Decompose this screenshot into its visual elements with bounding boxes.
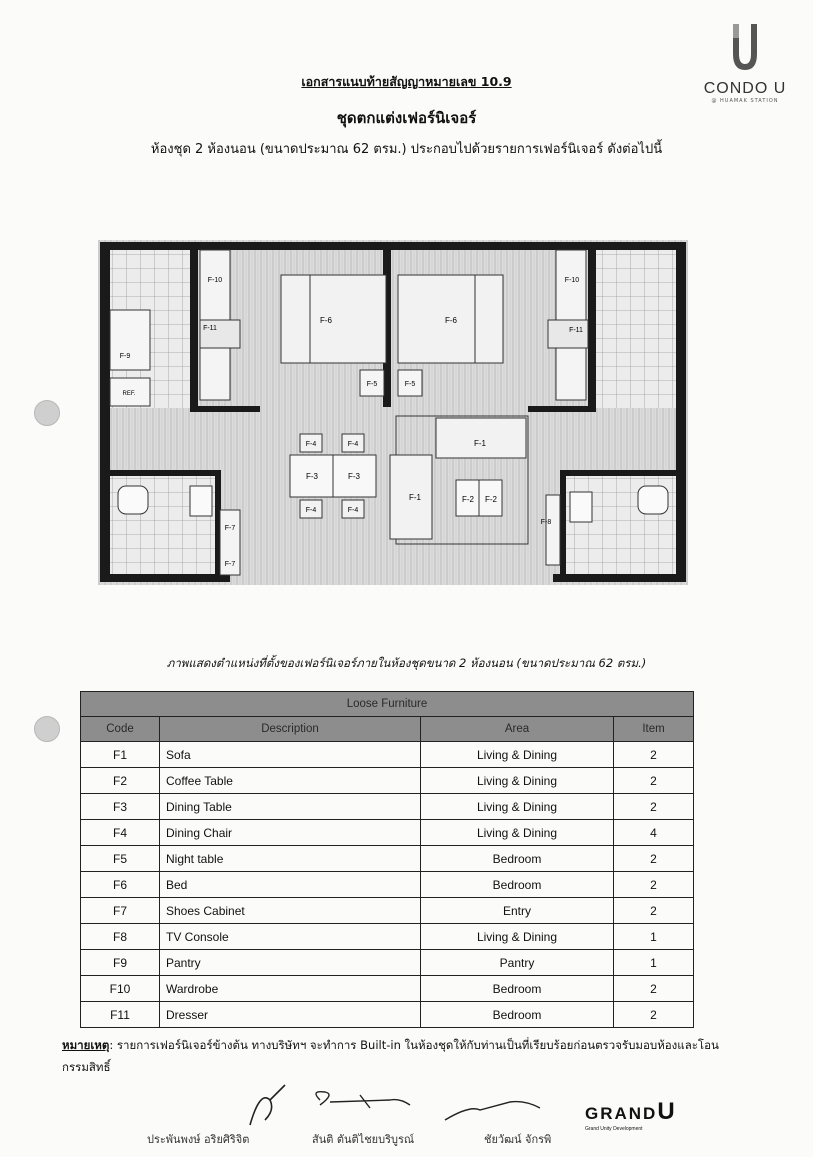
grand-u-logo [585, 1098, 677, 1132]
logo-subtext: @ HUAMAK STATION [711, 98, 779, 104]
cell-item: 2 [614, 768, 694, 794]
plan-label-f9: F-9 [119, 353, 131, 360]
table-title-row [81, 692, 694, 717]
table-header-row [81, 717, 694, 742]
column-header-code: Code [81, 717, 160, 742]
cell-item: 1 [614, 924, 694, 950]
plan-label-f11: F-11 [569, 327, 583, 334]
cell-area: Bedroom [421, 976, 614, 1002]
cell-description: Shoes Cabinet [160, 898, 421, 924]
cell-code: F2 [81, 768, 160, 794]
floor-plan [98, 240, 688, 585]
signatory-name: สันติ ตันติไชยบริบูรณ์ [312, 1133, 415, 1146]
cell-area: Living & Dining [421, 924, 614, 950]
table-row [81, 768, 694, 794]
document-reference: เอกสารแนบท้ายสัญญาหมายเลข 10.9 [301, 74, 512, 89]
u-logo-mark-icon [725, 20, 765, 76]
remark-text: : รายการเฟอร์นิเจอร์ข้างต้น ทางบริษัทฯ จะทำการ Built-in ในห้องชุดให้กับท่านเป็นที่เรียบร้อยก่อนตรวจรับมอบห้องและโอนกรรมสิทธิ์ [62, 1038, 719, 1074]
remark-label: หมายเหตุ [62, 1038, 110, 1052]
cell-item: 4 [614, 820, 694, 846]
plan-label-f4: F-4 [347, 507, 359, 514]
cell-code: F11 [81, 1002, 160, 1028]
plan-label-ref: REF. [122, 391, 136, 397]
cell-description: Wardrobe [160, 976, 421, 1002]
plan-label-f6: F-6 [320, 316, 332, 325]
cell-description: Night table [160, 846, 421, 872]
cell-item: 2 [614, 1002, 694, 1028]
cell-description: Sofa [160, 742, 421, 768]
plan-label-f4: F-4 [305, 507, 317, 514]
column-header-area: Area [421, 717, 614, 742]
cell-item: 2 [614, 742, 694, 768]
cell-area: Living & Dining [421, 820, 614, 846]
table-row [81, 820, 694, 846]
cell-code: F10 [81, 976, 160, 1002]
table-row [81, 846, 694, 872]
cell-area: Living & Dining [421, 742, 614, 768]
table-row [81, 872, 694, 898]
cell-area: Living & Dining [421, 768, 614, 794]
table-row [81, 794, 694, 820]
table-row [81, 950, 694, 976]
punch-hole [34, 716, 60, 742]
table-row [81, 1002, 694, 1028]
plan-label-f7: F-7 [224, 561, 236, 568]
cell-description: Pantry [160, 950, 421, 976]
plan-label-f2: F-2 [485, 495, 497, 504]
cell-description: Bed [160, 872, 421, 898]
cell-description: TV Console [160, 924, 421, 950]
grand-logo-u-mark: U [657, 1098, 677, 1125]
cell-item: 2 [614, 794, 694, 820]
plan-label-f10: F-10 [207, 277, 223, 284]
grand-logo-subtext: Grand Unity Development [585, 1126, 643, 1132]
remark [62, 1034, 752, 1078]
cell-area: Entry [421, 898, 614, 924]
table-row [81, 898, 694, 924]
cell-code: F4 [81, 820, 160, 846]
plan-label-f5: F-5 [366, 381, 378, 388]
plan-label-f8: F-8 [540, 519, 552, 526]
cell-area: Bedroom [421, 1002, 614, 1028]
plan-label-f10: F-10 [564, 277, 580, 284]
cell-item: 2 [614, 846, 694, 872]
cell-code: F9 [81, 950, 160, 976]
plan-label-f5: F-5 [404, 381, 416, 388]
plan-label-f11: F-11 [203, 325, 217, 332]
grand-logo-text: GRAND [585, 1104, 658, 1123]
plan-label-f4: F-4 [305, 441, 317, 448]
plan-label-f4: F-4 [347, 441, 359, 448]
punch-hole [34, 400, 60, 426]
cell-area: Living & Dining [421, 794, 614, 820]
plan-label-f6: F-6 [445, 316, 457, 325]
cell-item: 2 [614, 872, 694, 898]
document-title: ชุดตกแต่งเฟอร์นิเจอร์ [336, 109, 477, 127]
cell-description: Dresser [160, 1002, 421, 1028]
signatory-name: ประพันพงษ์ อริยศิริจิต [147, 1133, 250, 1146]
table-row [81, 924, 694, 950]
table-row [81, 742, 694, 768]
floor-plan-caption: ภาพแสดงตำแหน่งที่ตั้งของเฟอร์นิเจอร์ภายในห้องชุดขนาด 2 ห้องนอน (ขนาดประมาณ 62 ตรม.) [166, 656, 647, 670]
cell-area: Pantry [421, 950, 614, 976]
plan-label-f3: F-3 [306, 472, 318, 481]
logo-text: CONDO U [703, 80, 787, 97]
handwritten-signatures [240, 1080, 550, 1130]
plan-label-f1: F-1 [409, 493, 421, 502]
cell-item: 1 [614, 950, 694, 976]
signatory-name: ชัยวัฒน์ จักรพิ [484, 1133, 552, 1146]
table-row [81, 976, 694, 1002]
plan-label-f3: F-3 [348, 472, 360, 481]
loose-furniture-table [80, 691, 694, 1028]
cell-code: F7 [81, 898, 160, 924]
column-header-description: Description [160, 717, 421, 742]
plan-label-f1: F-1 [474, 439, 486, 448]
plan-label-f2: F-2 [462, 495, 474, 504]
plan-label-f7: F-7 [224, 525, 236, 532]
cell-area: Bedroom [421, 846, 614, 872]
cell-description: Dining Chair [160, 820, 421, 846]
cell-code: F6 [81, 872, 160, 898]
cell-area: Bedroom [421, 872, 614, 898]
cell-code: F1 [81, 742, 160, 768]
table-title: Loose Furniture [81, 692, 694, 717]
cell-description: Dining Table [160, 794, 421, 820]
column-header-item: Item [614, 717, 694, 742]
cell-description: Coffee Table [160, 768, 421, 794]
cell-code: F3 [81, 794, 160, 820]
document-subtitle: ห้องชุด 2 ห้องนอน (ขนาดประมาณ 62 ตรม.) ประกอบไปด้วยรายการเฟอร์นิเจอร์ ดังต่อไปนี้ [150, 142, 663, 157]
cell-item: 2 [614, 976, 694, 1002]
cell-code: F8 [81, 924, 160, 950]
cell-item: 2 [614, 898, 694, 924]
cell-code: F5 [81, 846, 160, 872]
